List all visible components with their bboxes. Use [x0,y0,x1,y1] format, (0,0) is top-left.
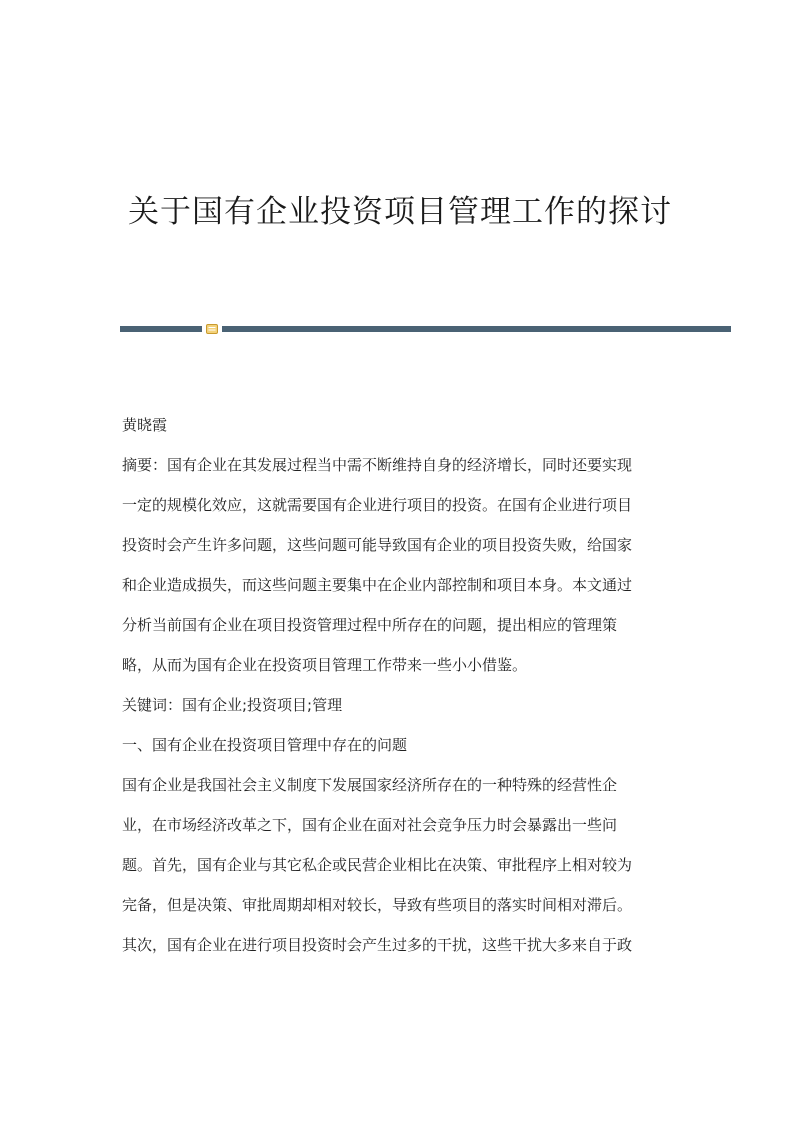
paragraph-line: 题。首先，国有企业与其它私企或民营企业相比在决策、审批程序上相对较为 [122,856,633,874]
abstract-line: 摘要：国有企业在其发展过程当中需不断维持自身的经济增长，同时还要实现 [122,456,633,474]
abstract-line: 和企业造成损失，而这些问题主要集中在企业内部控制和项目本身。本文通过 [122,576,633,594]
body-paragraph [122,765,682,965]
document-body [122,405,682,965]
paragraph-line: 其次，国有企业在进行项目投资时会产生过多的干扰，这些干扰大多来自于政 [122,936,633,954]
abstract-line: 略，从而为国有企业在投资项目管理工作带来一些小小借鉴。 [122,656,528,674]
abstract-line: 分析当前国有企业在项目投资管理过程中所存在的问题，提出相应的管理策 [122,616,618,634]
divider-bar-left [120,326,202,332]
section-heading: 一、国有企业在投资项目管理中存在的问题 [122,736,408,754]
divider-ornament-icon [206,324,218,334]
abstract-line: 一定的规模化效应，这就需要国有企业进行项目的投资。在国有企业进行项目 [122,496,633,514]
paragraph-line: 业，在市场经济改革之下，国有企业在面对社会竞争压力时会暴露出一些问 [122,816,618,834]
author-name: 黄晓霞 [122,416,168,434]
abstract-line: 投资时会产生许多问题，这些问题可能导致国有企业的项目投资失败，给国家 [122,536,633,554]
abstract [122,445,682,685]
title-divider [120,325,731,333]
divider-bar-right [222,326,731,332]
keywords: 关键词：国有企业;投资项目;管理 [122,696,343,714]
paragraph-line: 国有企业是我国社会主义制度下发展国家经济所存在的一种特殊的经营性企 [122,776,618,794]
document-title: 关于国有企业投资项目管理工作的探讨 [128,194,672,230]
paragraph-line: 完备，但是决策、审批周期却相对较长，导致有些项目的落实时间相对滞后。 [122,896,633,914]
